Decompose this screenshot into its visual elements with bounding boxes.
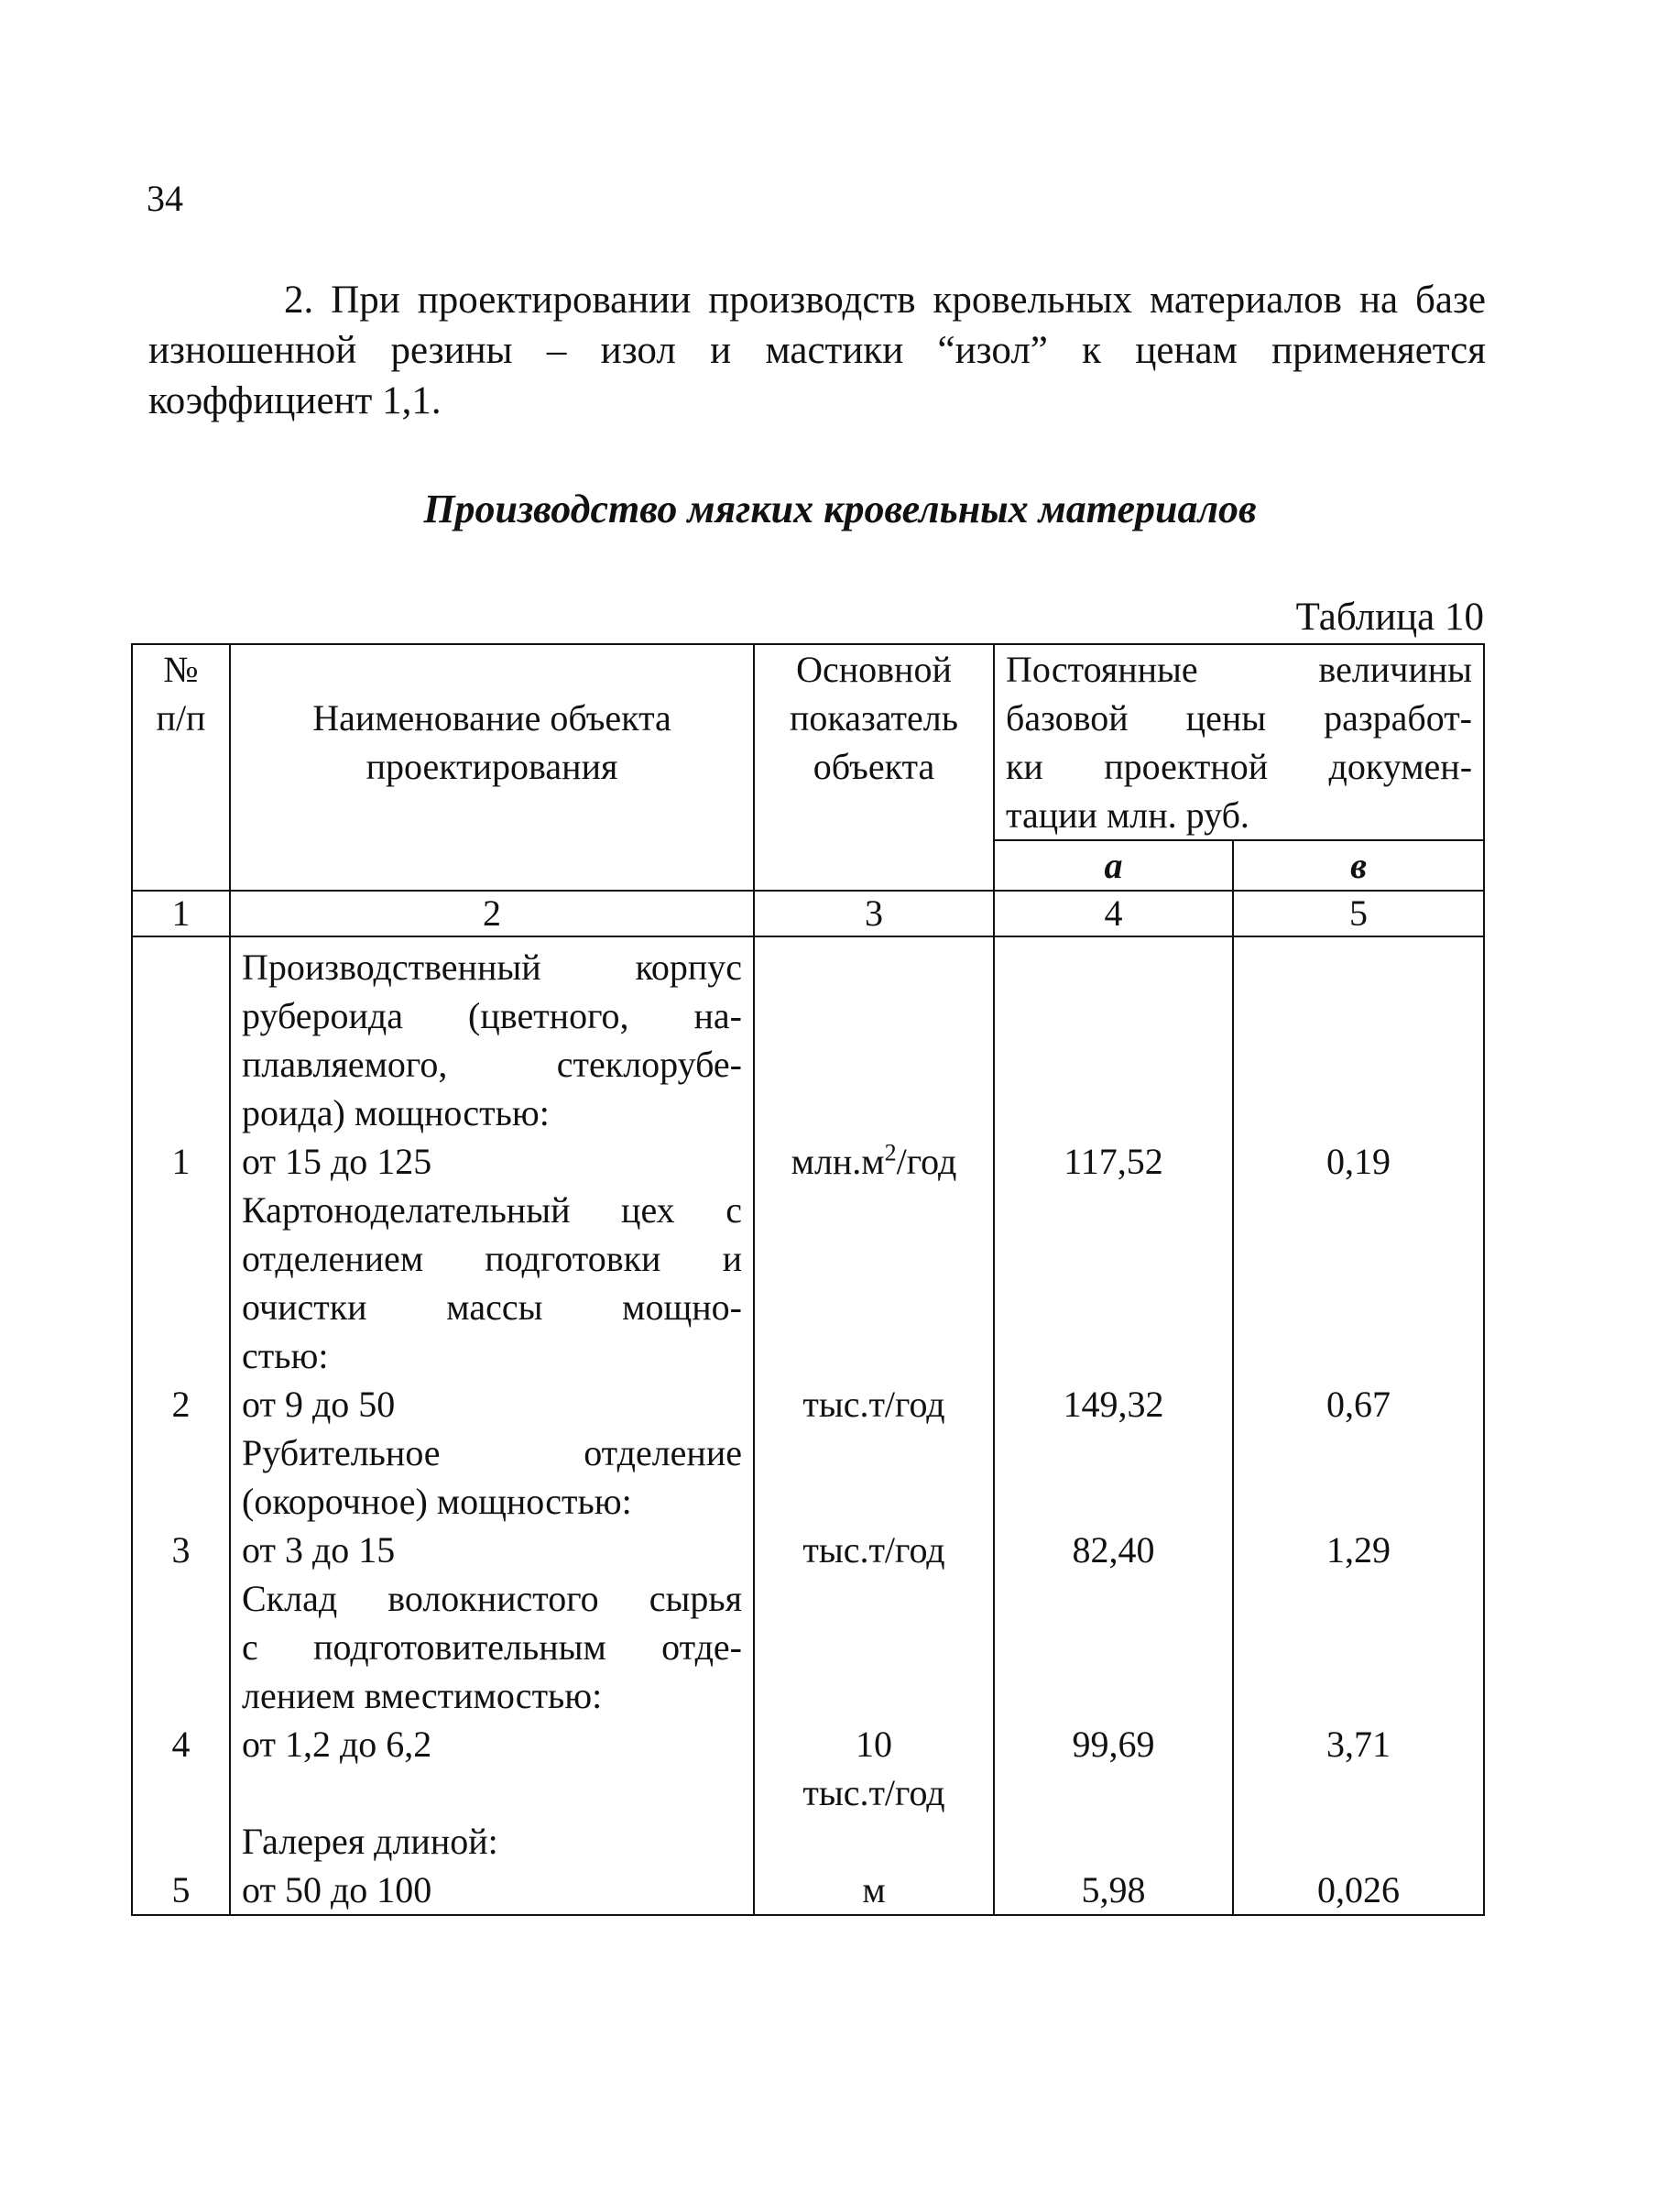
column-number: 2 (230, 891, 754, 936)
row-number: 4 (171, 1724, 191, 1765)
header-constants-line: Постоянные величины (1006, 649, 1473, 690)
header-indicator-line: объекта (813, 746, 935, 787)
object-name-line: стью: (242, 1335, 329, 1376)
units-cell (754, 936, 994, 1915)
column-number: 3 (754, 891, 994, 936)
unit-value: тыс.т/год (802, 1772, 945, 1813)
b-values-cell (1233, 936, 1484, 1915)
object-name-line: рубероида (цветного, на- (242, 995, 742, 1036)
table-caption: Таблица 10 (1295, 596, 1484, 639)
header-num-line: п/п (156, 697, 206, 739)
header-indicator-line: показатель (790, 697, 958, 739)
table-header-row (132, 644, 1484, 840)
a-value: 5,98 (1081, 1869, 1146, 1910)
column-number: 4 (994, 891, 1233, 936)
object-name-line: Картоноделательный цех с (242, 1189, 742, 1231)
object-name-line: Рубительное отделение (242, 1432, 742, 1473)
header-sub-a: а (994, 840, 1233, 891)
a-value: 99,69 (1072, 1724, 1155, 1765)
a-value: 82,40 (1072, 1529, 1155, 1571)
row-number: 3 (171, 1529, 191, 1571)
intro-paragraph (148, 275, 1486, 426)
object-name-line: от 3 до 15 (242, 1529, 396, 1571)
column-number: 1 (132, 891, 230, 936)
header-num (132, 644, 230, 891)
unit-value: тыс.т/год (802, 1529, 945, 1571)
object-name-line: Производственный корпус (242, 947, 742, 988)
page-number: 34 (147, 178, 183, 219)
b-value: 3,71 (1326, 1724, 1391, 1765)
b-value: 0,19 (1326, 1141, 1391, 1182)
row-number: 2 (171, 1384, 191, 1425)
b-value: 1,29 (1326, 1529, 1391, 1571)
object-name-line: Галерея длиной: (242, 1821, 498, 1862)
object-name-line: Склад волокнистого сырья (242, 1578, 742, 1619)
header-indicator-line: Основной (796, 649, 952, 690)
a-values-cell (994, 936, 1233, 1915)
header-sub-b: в (1233, 840, 1484, 891)
unit-value: тыс.т/год (802, 1384, 945, 1425)
row-numbers-cell (132, 936, 230, 1915)
object-name-line: от 9 до 50 (242, 1384, 396, 1425)
unit-value (766, 1137, 982, 1186)
object-name-line: очистки массы мощно- (242, 1286, 742, 1328)
header-indicator (754, 644, 994, 891)
object-name-line: лением вместимостью: (242, 1675, 603, 1716)
table-body-row (132, 936, 1484, 1915)
header-constants-line: тации млн. руб. (1006, 794, 1249, 836)
unit-value: м (862, 1869, 886, 1910)
a-value: 149,32 (1063, 1384, 1164, 1425)
section-title: Производство мягких кровельных материалов (423, 487, 1257, 531)
header-num-line: № (163, 649, 199, 690)
object-name-line: плавляемого, стеклорубе- (242, 1044, 742, 1085)
row-number: 5 (171, 1869, 191, 1910)
b-value: 0,67 (1326, 1384, 1391, 1425)
object-name-line: от 50 до 100 (242, 1869, 432, 1910)
intro-line-3: применяется коэффициент 1,1. (148, 329, 1486, 422)
object-name-line: (окорочное) мощностью: (242, 1481, 632, 1522)
column-number: 5 (1233, 891, 1484, 936)
header-name-line: Наименование объекта (312, 697, 671, 739)
object-name-line: роида) мощностью: (242, 1092, 550, 1133)
column-number-row (132, 891, 1484, 936)
header-constants-line: базовой цены разработ- (1006, 697, 1473, 739)
unit-superscript: 2 (884, 1139, 897, 1166)
unit-prefix: млн.м (791, 1141, 885, 1182)
object-name-line: отделением подготовки и (242, 1238, 742, 1279)
object-name-line: с подготовительным отде- (242, 1626, 742, 1668)
object-names-cell (230, 936, 754, 1915)
header-name-line: проектирования (365, 746, 618, 787)
header-constants-line: ки проектной докумен- (1006, 746, 1473, 787)
header-constants (994, 644, 1484, 840)
object-name-line: от 1,2 до 6,2 (242, 1724, 432, 1765)
price-table (131, 643, 1485, 1916)
intro-line-1: 2. При проектировании производств кровельных материалов (284, 279, 1342, 322)
a-value: 117,52 (1064, 1141, 1163, 1182)
unit-value: 10 (856, 1724, 892, 1765)
object-name-line: от 15 до 125 (242, 1141, 432, 1182)
row-number: 1 (171, 1141, 191, 1182)
header-name (230, 644, 754, 891)
b-value: 0,026 (1317, 1869, 1400, 1910)
unit-suffix: /год (896, 1141, 957, 1182)
intro-line-2: на базе изношенной резины – изол и мастики “изол” к ценам (148, 279, 1487, 372)
